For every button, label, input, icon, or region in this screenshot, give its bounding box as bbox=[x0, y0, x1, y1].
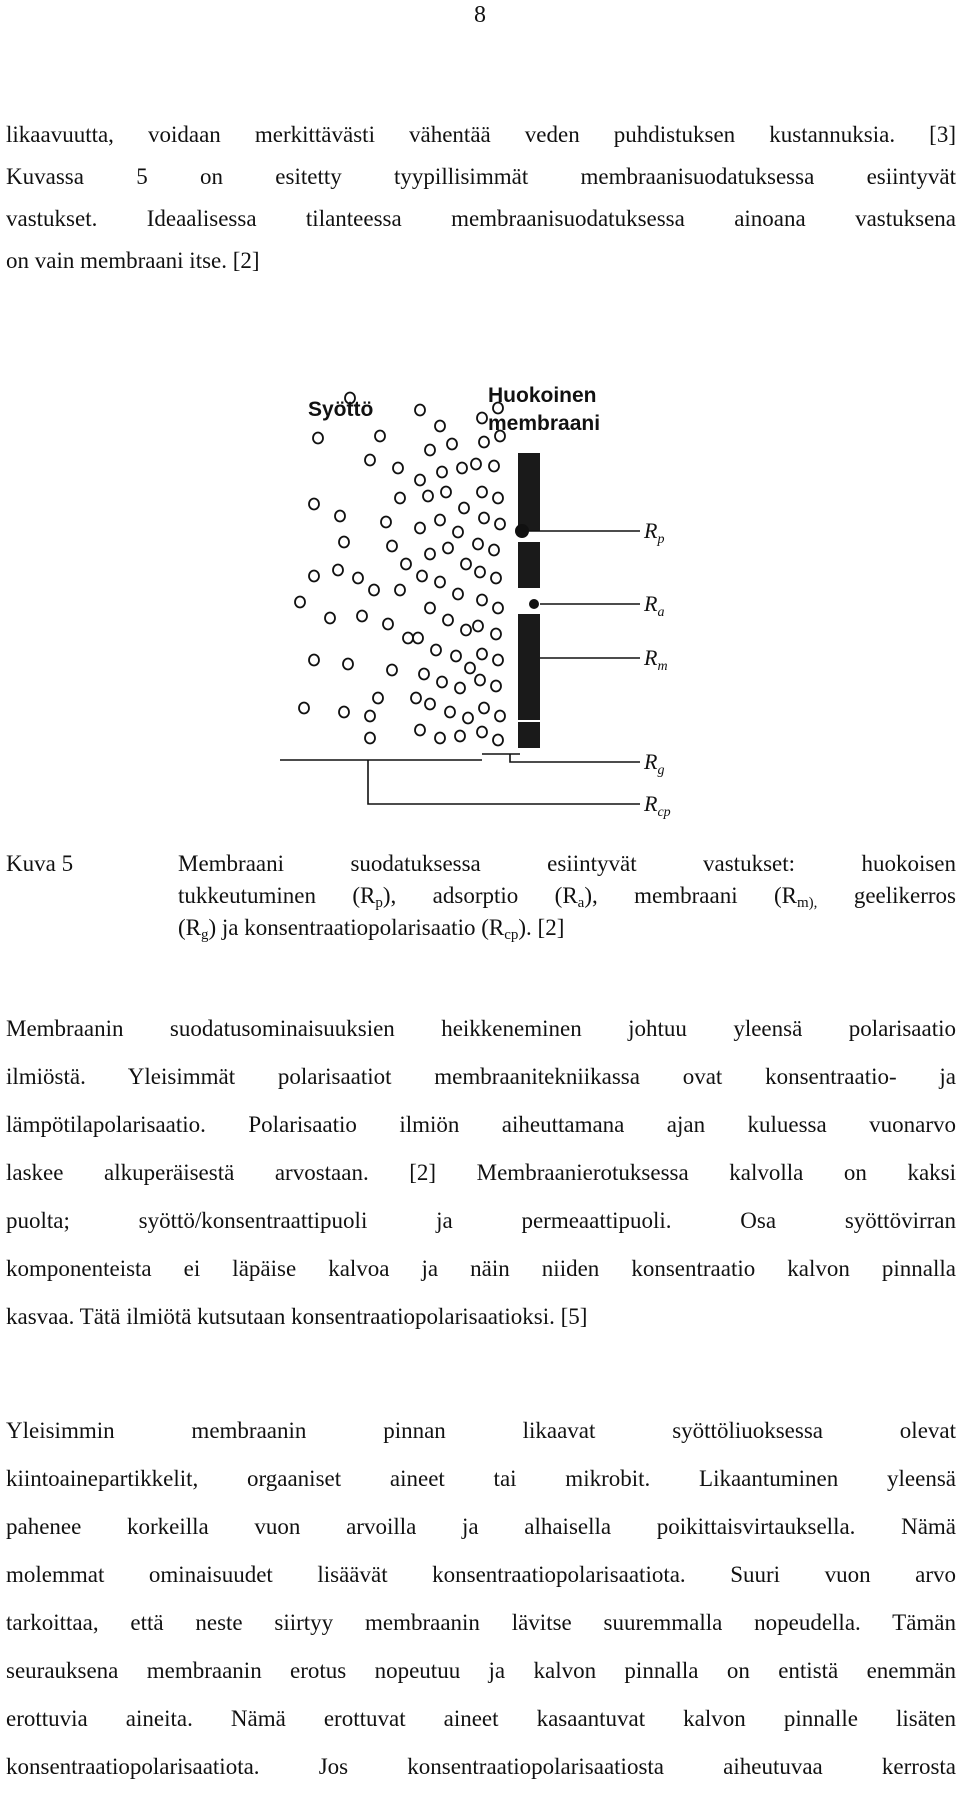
feed-particle bbox=[381, 517, 391, 528]
text-line: erottuvia aineita. Nämä erottuvat aineet kasaantuvat kalvon pinnalle lisäten bbox=[6, 1706, 956, 1731]
rcp-leader-line bbox=[368, 760, 640, 804]
text-line: vastukset. Ideaalisessa tilanteessa membraanisuodatuksessa ainoana vastuksena bbox=[6, 206, 956, 231]
membrane-segment bbox=[518, 453, 540, 531]
feed-particle bbox=[395, 585, 405, 596]
membrane-segment bbox=[518, 542, 540, 588]
feed-particle bbox=[295, 597, 305, 608]
feed-particle bbox=[493, 493, 503, 504]
feed-particle bbox=[417, 571, 427, 582]
feed-particle bbox=[461, 625, 471, 636]
feed-particle bbox=[413, 633, 423, 644]
text-line: kiintoainepartikkelit, orgaaniset aineet tai mikrobit. Likaantuminen yleensä bbox=[6, 1466, 956, 1491]
feed-particle bbox=[451, 651, 461, 662]
feed-particle bbox=[411, 693, 421, 704]
feed-particle bbox=[457, 463, 467, 474]
feed-particle bbox=[383, 619, 393, 630]
feed-particle bbox=[309, 655, 319, 666]
text-line: puolta; syöttö/konsentraattipuoli ja permeaattipuoli. Osa syöttövirran bbox=[6, 1208, 956, 1233]
text-line: Kuvassa 5 on esitetty tyypillisimmät membraanisuodatuksessa esiintyvät bbox=[6, 164, 956, 189]
feed-particle bbox=[473, 621, 483, 632]
feed-particle bbox=[493, 603, 503, 614]
caption-text bbox=[178, 848, 956, 944]
feed-particle bbox=[463, 713, 473, 724]
feed-particle bbox=[419, 669, 429, 680]
feed-particle bbox=[435, 421, 445, 432]
feed-particle bbox=[403, 633, 413, 644]
feed-particle bbox=[475, 567, 485, 578]
text-line: kasvaa. Tätä ilmiötä kutsutaan konsentraatiopolarisaatioksi. [5] bbox=[6, 1304, 588, 1329]
feed-particle bbox=[423, 491, 433, 502]
membrane-diagram bbox=[270, 368, 690, 833]
feed-particle bbox=[369, 585, 379, 596]
feed-particle bbox=[393, 463, 403, 474]
feed-particle bbox=[435, 577, 445, 588]
feed-particle bbox=[441, 487, 451, 498]
rm-label: $R_m$ bbox=[644, 645, 668, 674]
text-line: komponenteista ei läpäise kalvoa ja näin niiden konsentraatio kalvon pinnalla bbox=[6, 1256, 956, 1281]
feed-particle bbox=[465, 663, 475, 674]
feed-particle bbox=[415, 523, 425, 534]
feed-particle bbox=[479, 437, 489, 448]
feed-particle bbox=[343, 659, 353, 670]
rg-leader-line bbox=[510, 754, 640, 762]
feed-particle bbox=[353, 573, 363, 584]
feed-particle bbox=[357, 611, 367, 622]
feed-particle bbox=[387, 541, 397, 552]
text-line: tarkoittaa, että neste siirtyy membraanin lävitse suuremmalla nopeudella. Tämän bbox=[6, 1610, 956, 1635]
feed-particle bbox=[459, 503, 469, 514]
paragraph-fouling bbox=[6, 1407, 956, 1791]
feed-particle bbox=[453, 527, 463, 538]
feed-particle bbox=[491, 573, 501, 584]
feed-particle bbox=[491, 681, 501, 692]
text-line: konsentraatiopolarisaatiota. Jos konsentraatiopolarisaatiosta aiheutuvaa kerrosta bbox=[6, 1754, 956, 1779]
feed-particle bbox=[461, 559, 471, 570]
feed-particle bbox=[493, 735, 503, 746]
text-line: pahenee korkeilla vuon arvoilla ja alhaisella poikittaisvirtauksella. Nämä bbox=[6, 1514, 956, 1539]
feed-particle bbox=[489, 461, 499, 472]
text-line: seurauksena membraanin erotus nopeutuu ja kalvon pinnalla on entistä enemmän bbox=[6, 1658, 956, 1683]
text-line: Yleisimmin membraanin pinnan likaavat syöttöliuoksessa olevat bbox=[6, 1418, 956, 1443]
feed-particle bbox=[435, 733, 445, 744]
feed-label: Syöttö bbox=[308, 398, 374, 421]
caption-line: $(R_g)$ ja konsentraatiopolarisaatio $(R_{cp})$. [2] bbox=[178, 915, 565, 943]
rcp-label: $R_{cp}$ bbox=[644, 791, 671, 820]
feed-particle bbox=[415, 405, 425, 416]
feed-particle bbox=[339, 707, 349, 718]
feed-particle bbox=[425, 699, 435, 710]
feed-particle bbox=[325, 613, 335, 624]
feed-particle bbox=[365, 455, 375, 466]
feed-particle bbox=[373, 693, 383, 704]
feed-particle bbox=[365, 733, 375, 744]
feed-particle bbox=[437, 677, 447, 688]
feed-particle bbox=[445, 707, 455, 718]
feed-particle bbox=[431, 645, 441, 656]
feed-particle bbox=[443, 615, 453, 626]
feed-particle bbox=[415, 725, 425, 736]
text-line: ilmiöstä. Yleisimmät polarisaatiot membraanitekniikassa ovat konsentraatio- ja bbox=[6, 1064, 956, 1089]
caption-line: Membraani suodatuksessa esiintyvät vastukset: huokoisen bbox=[178, 851, 956, 876]
membrane-label-line2: membraani bbox=[488, 412, 601, 435]
feed-particle bbox=[339, 537, 349, 548]
feed-particle bbox=[477, 727, 487, 738]
feed-particle bbox=[473, 539, 483, 550]
feed-particle bbox=[477, 487, 487, 498]
feed-particle bbox=[309, 499, 319, 510]
caption-label: Kuva 5 bbox=[6, 851, 74, 876]
feed-particles bbox=[295, 393, 505, 746]
feed-particle bbox=[435, 515, 445, 526]
feed-particle bbox=[375, 431, 385, 442]
feed-particle bbox=[415, 475, 425, 486]
feed-particle bbox=[475, 675, 485, 686]
rp-label: $R_p$ bbox=[644, 518, 665, 547]
text-line: Membraanin suodatusominaisuuksien heikkeneminen johtuu yleensä polarisaatio bbox=[6, 1016, 956, 1041]
membrane-gap bbox=[518, 720, 540, 722]
feed-particle bbox=[387, 665, 397, 676]
text-line: molemmat ominaisuudet lisäävät konsentraatiopolarisaatiota. Suuri vuon arvo bbox=[6, 1562, 956, 1587]
feed-particle bbox=[495, 519, 505, 530]
text-line: likaavuutta, voidaan merkittävästi vähentää veden puhdistuksen kustannuksia. [3] bbox=[6, 122, 956, 147]
feed-particle bbox=[455, 683, 465, 694]
feed-particle bbox=[443, 543, 453, 554]
feed-particle bbox=[313, 433, 323, 444]
membrane-label-line1: Huokoinen bbox=[488, 384, 597, 407]
feed-particle bbox=[493, 655, 503, 666]
feed-particle bbox=[479, 513, 489, 524]
text-line: laskee alkuperäisestä arvostaan. [2] Membraanierotuksessa kalvolla on kaksi bbox=[6, 1160, 956, 1185]
adsorbed-particle bbox=[529, 599, 539, 609]
feed-particle bbox=[455, 731, 465, 742]
feed-particle bbox=[425, 549, 435, 560]
feed-particle bbox=[477, 595, 487, 606]
feed-particle bbox=[335, 511, 345, 522]
rg-label: $R_g$ bbox=[644, 749, 665, 778]
paragraph-intro bbox=[6, 114, 956, 282]
text-line: on vain membraani itse. [2] bbox=[6, 248, 260, 273]
feed-particle bbox=[395, 493, 405, 504]
feed-particle bbox=[491, 629, 501, 640]
page-number: 8 bbox=[474, 2, 486, 28]
feed-particle bbox=[425, 445, 435, 456]
feed-particle bbox=[333, 565, 343, 576]
feed-particle bbox=[471, 459, 481, 470]
feed-particle bbox=[309, 571, 319, 582]
feed-particle bbox=[453, 589, 463, 600]
feed-particle bbox=[365, 711, 375, 722]
feed-particle bbox=[437, 467, 447, 478]
ra-label: $R_a$ bbox=[644, 591, 665, 620]
feed-particle bbox=[479, 703, 489, 714]
feed-particle bbox=[477, 413, 487, 424]
membrane-resistance-figure bbox=[270, 368, 690, 833]
feed-particle bbox=[447, 439, 457, 450]
feed-particle bbox=[477, 649, 487, 660]
text-line: lämpötilapolarisaatio. Polarisaatio ilmiön aiheuttamana ajan kuluessa vuonarvo bbox=[6, 1112, 956, 1137]
porous-membrane bbox=[515, 453, 540, 748]
feed-particle bbox=[401, 559, 411, 570]
feed-particle bbox=[425, 603, 435, 614]
feed-particle bbox=[495, 711, 505, 722]
caption-line: tukkeutuminen $(R_p)$, adsorptio $(R_a)$, membraani ($R_{m),}$ geelikerros bbox=[178, 883, 956, 911]
feed-particle bbox=[299, 703, 309, 714]
feed-particle bbox=[489, 545, 499, 556]
paragraph-polarisation bbox=[6, 1005, 956, 1341]
resistance-labels bbox=[643, 518, 671, 820]
